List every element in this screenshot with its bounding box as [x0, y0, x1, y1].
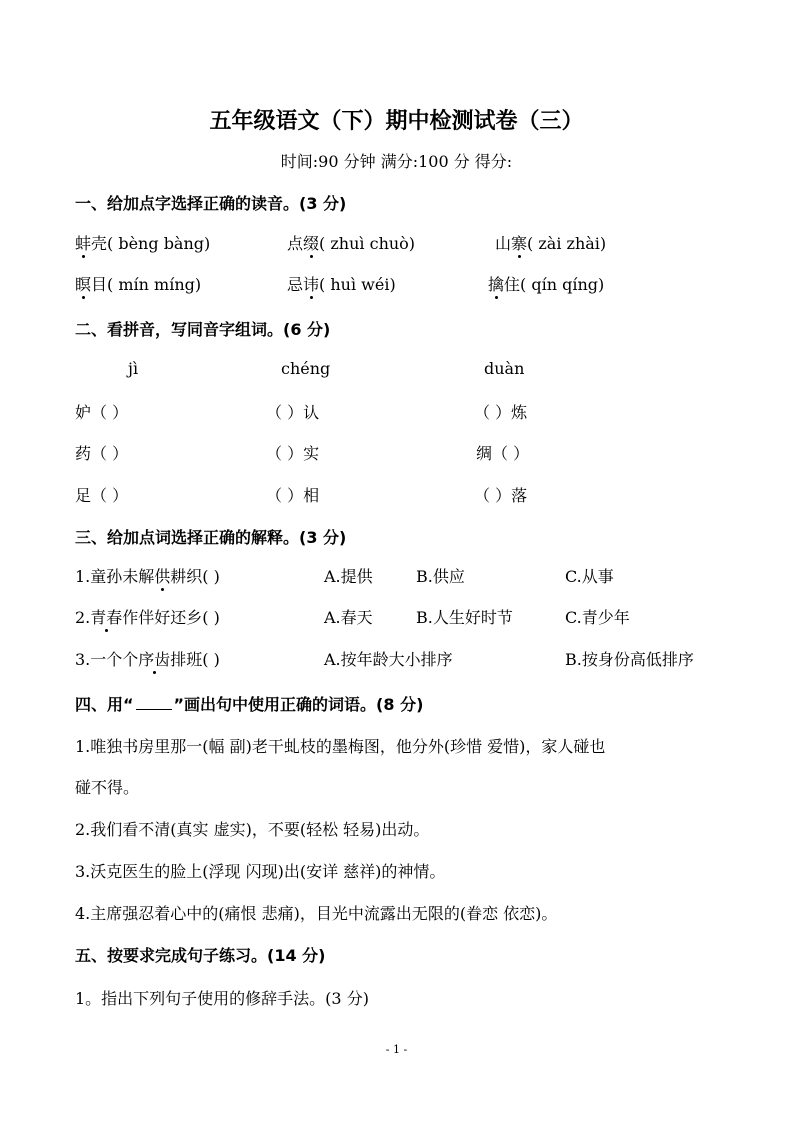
fill-item: 药（ ） [75, 444, 129, 463]
section-2-heading: 二、看拼音，写同音字组词。(6 分) [75, 320, 331, 339]
s3-option: A.提供 [324, 567, 373, 586]
pinyin-label: jì [128, 359, 139, 378]
s3-question: 3.一个个序齿排班( ) [75, 650, 220, 669]
section-3-heading: 三、给加点词选择正确的解释。(3 分) [75, 528, 347, 547]
s1-item: 瞑目( mín míng) [75, 275, 202, 294]
section-4-heading: 四、用“ ”画出句中使用正确的词语。(8 分) [75, 695, 424, 714]
s3-option: B.供应 [416, 567, 465, 586]
s3-option: A.按年龄大小排序 [324, 650, 453, 669]
s3-option: B.按身份高低排序 [565, 650, 694, 669]
s5-line: 1。指出下列句子使用的修辞手法。(3 分) [75, 989, 369, 1008]
s4-line: 2.我们看不清(真实 虚实)，不要(轻松 轻易)出动。 [75, 820, 430, 839]
section-1-heading: 一、给加点字选择正确的读音。(3 分) [75, 194, 347, 213]
s3-question: 1.童孙未解供耕织( ) [75, 567, 220, 586]
fill-item: 足（ ） [75, 486, 129, 505]
s4-line: 4.主席强忍着心中的(痛恨 悲痛)，目光中流露出无限的(眷恋 依恋)。 [75, 904, 558, 923]
page-title: 五年级语文（下）期中检测试卷（三） [209, 109, 584, 134]
pinyin-label: chéng [281, 359, 331, 378]
s4-line: 1.唯独书房里那一(幅 副)老干虬枝的墨梅图，他分外(珍惜 爱惜)，家人碰也 [75, 737, 606, 756]
s3-option: B.人生好时节 [416, 608, 513, 627]
s4-line: 3.沃克医生的脸上(浮现 闪现)出(安详 慈祥)的神情。 [75, 862, 446, 881]
underline-mark [136, 699, 172, 710]
s3-option: A.春天 [324, 608, 373, 627]
s1-item: 忌讳( huì wéi) [287, 275, 396, 294]
s3-question: 2.青春作伴好还乡( ) [75, 608, 220, 627]
fill-item: （ ）相 [266, 486, 320, 505]
fill-item: 绸（ ） [476, 444, 530, 463]
fill-item: （ ）认 [266, 403, 320, 422]
section-5-heading: 五、按要求完成句子练习。(14 分) [75, 946, 326, 965]
s1-item: 擒住( qín qíng) [488, 275, 605, 294]
s3-option: C.青少年 [565, 608, 630, 627]
fill-item: （ ）实 [266, 444, 320, 463]
fill-item: 妒（ ） [75, 403, 129, 422]
fill-item: （ ）炼 [474, 403, 528, 422]
page-number: - 1 - [385, 1043, 408, 1056]
s4-line: 碰不得。 [75, 778, 140, 797]
exam-info: 时间:90 分钟 满分:100 分 得分: [280, 152, 513, 171]
s1-item: 山寨( zài zhài) [495, 234, 607, 253]
s3-option: C.从事 [565, 567, 614, 586]
s1-item: 蚌壳( bèng bàng) [75, 234, 211, 253]
fill-item: （ ）落 [474, 486, 528, 505]
pinyin-label: duàn [484, 359, 525, 378]
s1-item: 点缀( zhuì chuò) [287, 234, 416, 253]
